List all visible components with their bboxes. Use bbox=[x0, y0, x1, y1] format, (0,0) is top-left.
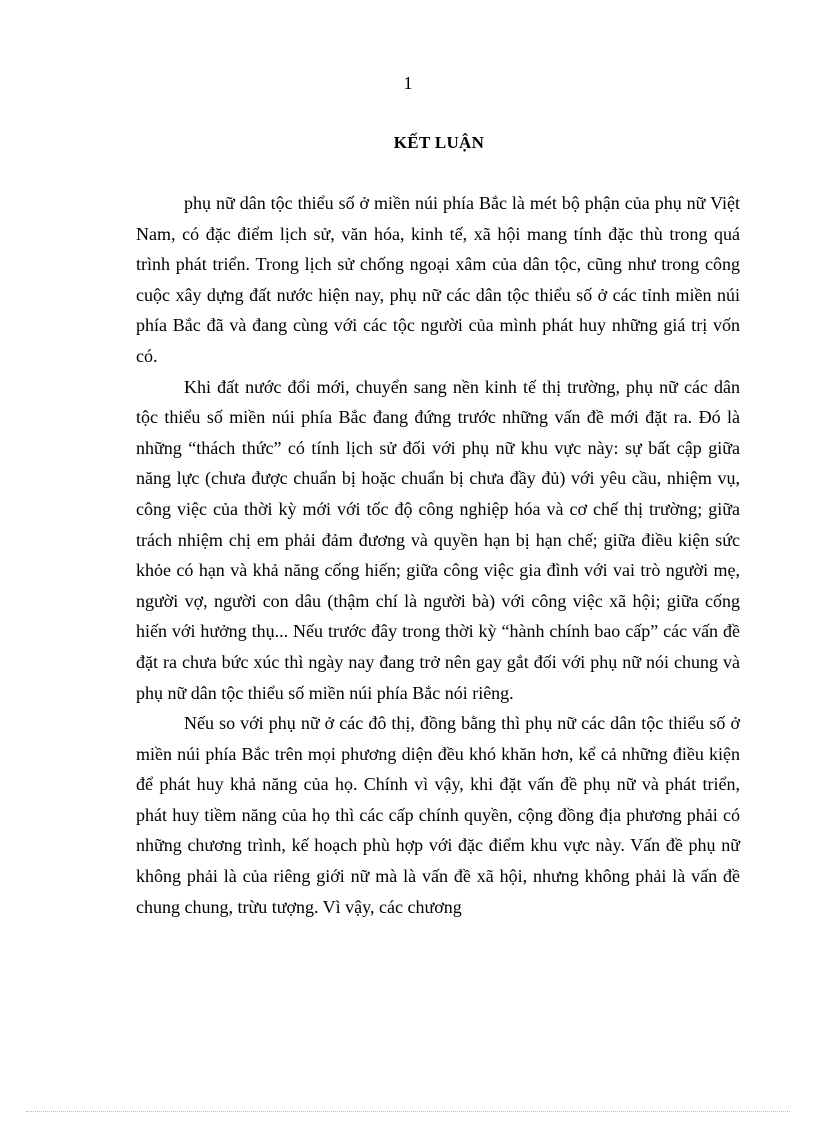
section-title: KẾT LUẬN bbox=[393, 133, 485, 152]
paragraph: phụ nữ dân tộc thiểu số ở miền núi phía Bắc là mét bộ phận của phụ nữ Việt Nam, có đặc điểm lịch sử, văn hóa, kinh tế, xã hội mang tính đặc thù trong quá trình phát triển. Trong lịch sử chống ngoại xâm của dân tộc, cũng như trong công cuộc xây dựng đất nước hiện nay, phụ nữ các dân tộc thiểu số ở các tỉnh miền núi phía Bắc đã và đang cùng với các tộc người của mình phát huy những giá trị vốn có. bbox=[136, 193, 740, 366]
paragraph: Nếu so với phụ nữ ở các đô thị, đồng bằng thì phụ nữ các dân tộc thiểu số ở miền núi phía Bắc trên mọi phương diện đều khó khăn hơn, kể cả những điều kiện để phát huy khả năng của họ. Chính vì vậy, khi đặt vấn đề phụ nữ và phát triển, phát huy tiềm năng của họ thì các cấp chính quyền, cộng đồng địa phương phải có những chương trình, kế hoạch phù hợp với đặc điểm khu vực này. Vấn đề phụ nữ không phải là của riêng giới nữ mà là vấn đề xã hội, nhưng không phải là vấn đề chung chung, trừu tượng. Vì vậy, các chương bbox=[136, 713, 740, 917]
page-bottom-divider bbox=[26, 1111, 790, 1112]
body-text bbox=[136, 188, 740, 922]
paragraph: Khi đất nước đổi mới, chuyển sang nền kinh tế thị trường, phụ nữ các dân tộc thiểu số miền núi phía Bắc đang đứng trước những vấn đề mới đặt ra. Đó là những “thách thức” có tính lịch sử đối với phụ nữ khu vực này: sự bất cập giữa năng lực (chưa được chuẩn bị hoặc chuẩn bị chưa đầy đủ) với yêu cầu, nhiệm vụ, công việc của thời kỳ mới với tốc độ công nghiệp hóa và cơ chế thị trường; giữa trách nhiệm chị em phải đảm đương và quyền hạn bị hạn chế; giữa điều kiện sức khỏe có hạn và khả năng cống hiến; giữa công việc gia đình với vai trò người mẹ, người vợ, người con dâu (thậm chí là người bà) với công việc xã hội; giữa cống hiến với hưởng thụ... Nếu trước đây trong thời kỳ “hành chính bao cấp” các vấn đề đặt ra chưa bức xúc thì ngày nay đang trở nên gay gắt đối với phụ nữ nói chung và phụ nữ dân tộc thiểu số miền núi phía Bắc nói riêng. bbox=[136, 376, 740, 703]
page-number: 1 bbox=[403, 73, 413, 93]
